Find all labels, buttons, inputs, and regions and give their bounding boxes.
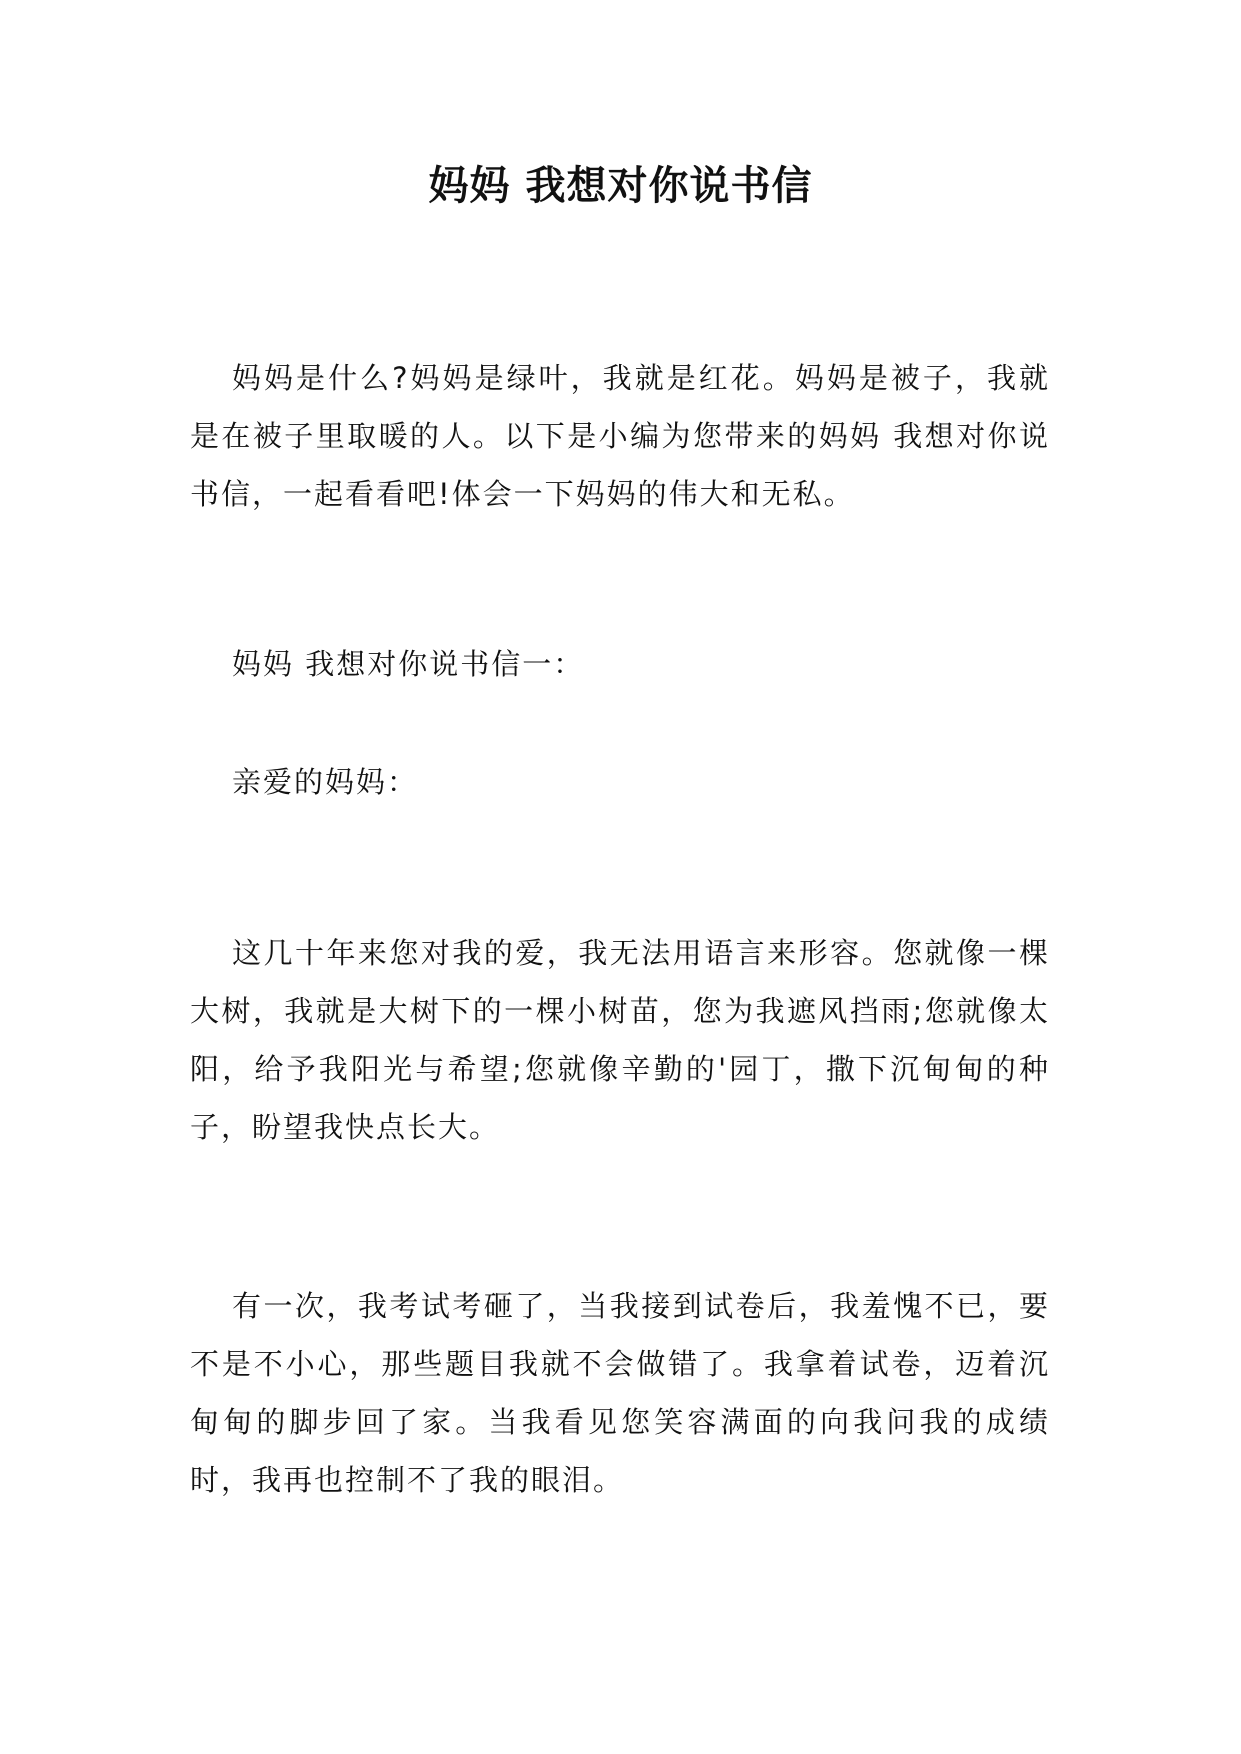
letter-body-paragraph: 有一次，我考试考砸了，当我接到试卷后，我羞愧不已，要不是不小心，那些题目我就不会做错了。我拿着试卷，迈着沉甸甸的脚步回了家。当我看见您笑容满面的向我问我的成绩时，我再也控制不了我的眼泪。: [190, 1289, 1050, 1497]
letter-one-heading: 妈妈 我想对你说书信一：: [232, 647, 585, 681]
intro-paragraph: 妈妈是什么?妈妈是绿叶，我就是红花。妈妈是被子，我就是在被子里取暖的人。以下是小编为您带来的妈妈 我想对你说书信，一起看看吧!体会一下妈妈的伟大和无私。: [190, 361, 1050, 511]
letter-body-paragraph: 这几十年来您对我的爱，我无法用语言来形容。您就像一棵大树，我就是大树下的一棵小树苗，您为我遮风挡雨;您就像太阳，给予我阳光与希望;您就像辛勤的'园丁，撒下沉甸甸的种子，盼望我快点长大。: [190, 936, 1050, 1144]
letter-greeting: 亲爱的妈妈：: [232, 765, 419, 799]
document-title: 妈妈 我想对你说书信: [428, 162, 813, 209]
